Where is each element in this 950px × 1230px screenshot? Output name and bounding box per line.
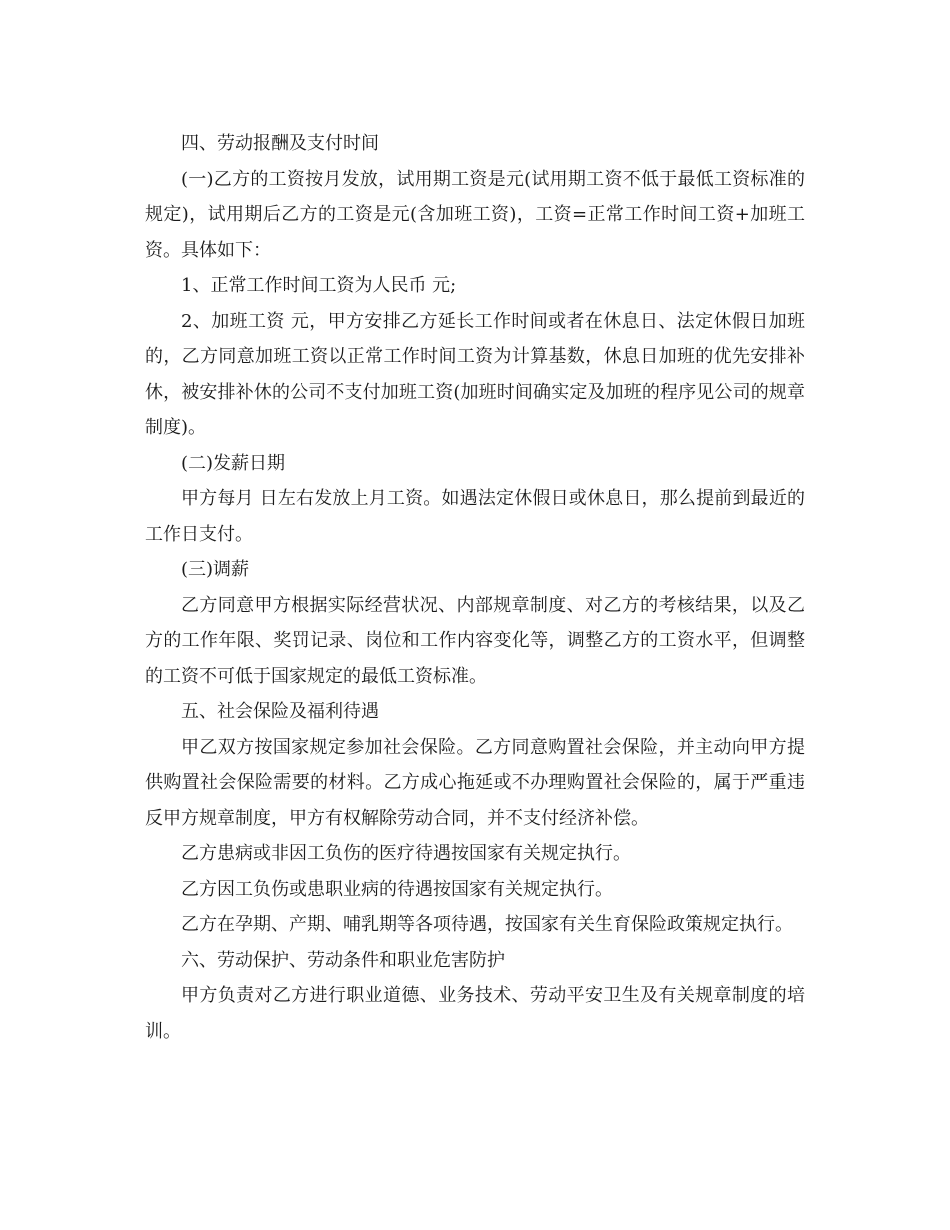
section-heading-5: 五、社会保险及福利待遇 [181,701,379,722]
paragraph-normal-wage: 1、正常工作时间工资为人民币 元; [181,275,457,296]
paragraph-overtime-wage: 2、加班工资 元，甲方安排乙方延长工作时间或者在休息日、法定休假日加班的，乙方同意加班工资以正常工作时间工资为计算基数，休息日加班的优先安排补休，被安排补休的公司不支付加班工资(加班时间确实定及加班的程序见公司的规章制度)。 [145,310,805,438]
paragraph-salary-payment: (一)乙方的工资按月发放，试用期工资是元(试用期工资不低于最低工资标准的规定)，试用期后乙方的工资是元(含加班工资)，工资=正常工作时间工资+加班工资。具体如下： [145,168,805,261]
section-heading-4: 四、劳动报酬及支付时间 [181,133,379,154]
document-body [145,126,805,1049]
paragraph-payday: 甲方每月 日左右发放上月工资。如遇法定休假日或休息日，那么提前到最近的工作日支付。 [145,488,805,545]
paragraph-work-injury: 乙方因工负伤或患职业病的待遇按国家有关规定执行。 [181,878,613,900]
subheading-salary-adjustment: (三)调薪 [181,559,250,580]
paragraph-salary-adjustment: 乙方同意甲方根据实际经营状况、内部规章制度、对乙方的考核结果，以及乙方的工作年限、奖罚记录、岗位和工作内容变化等，调整乙方的工资水平，但调整的工资不可低于国家规定的最低工资标准。 [145,594,805,687]
paragraph-illness-treatment: 乙方患病或非因工负伤的医疗待遇按国家有关规定执行。 [181,843,631,864]
section-heading-6: 六、劳动保护、劳动条件和职业危害防护 [181,949,505,971]
paragraph-maternity: 乙方在孕期、产期、哺乳期等各项待遇，按国家有关生育保险政策规定执行。 [181,914,793,935]
paragraph-social-insurance: 甲乙双方按国家规定参加社会保险。乙方同意购置社会保险，并主动向甲方提供购置社会保险需要的材料。乙方成心拖延或不办理购置社会保险的，属于严重违反甲方规章制度，甲方有权解除劳动合同，并不支付经济补偿。 [145,736,805,829]
paragraph-training: 甲方负责对乙方进行职业道德、业务技术、劳动平安卫生及有关规章制度的培训。 [145,985,805,1042]
subheading-payday: (二)发薪日期 [181,452,286,474]
